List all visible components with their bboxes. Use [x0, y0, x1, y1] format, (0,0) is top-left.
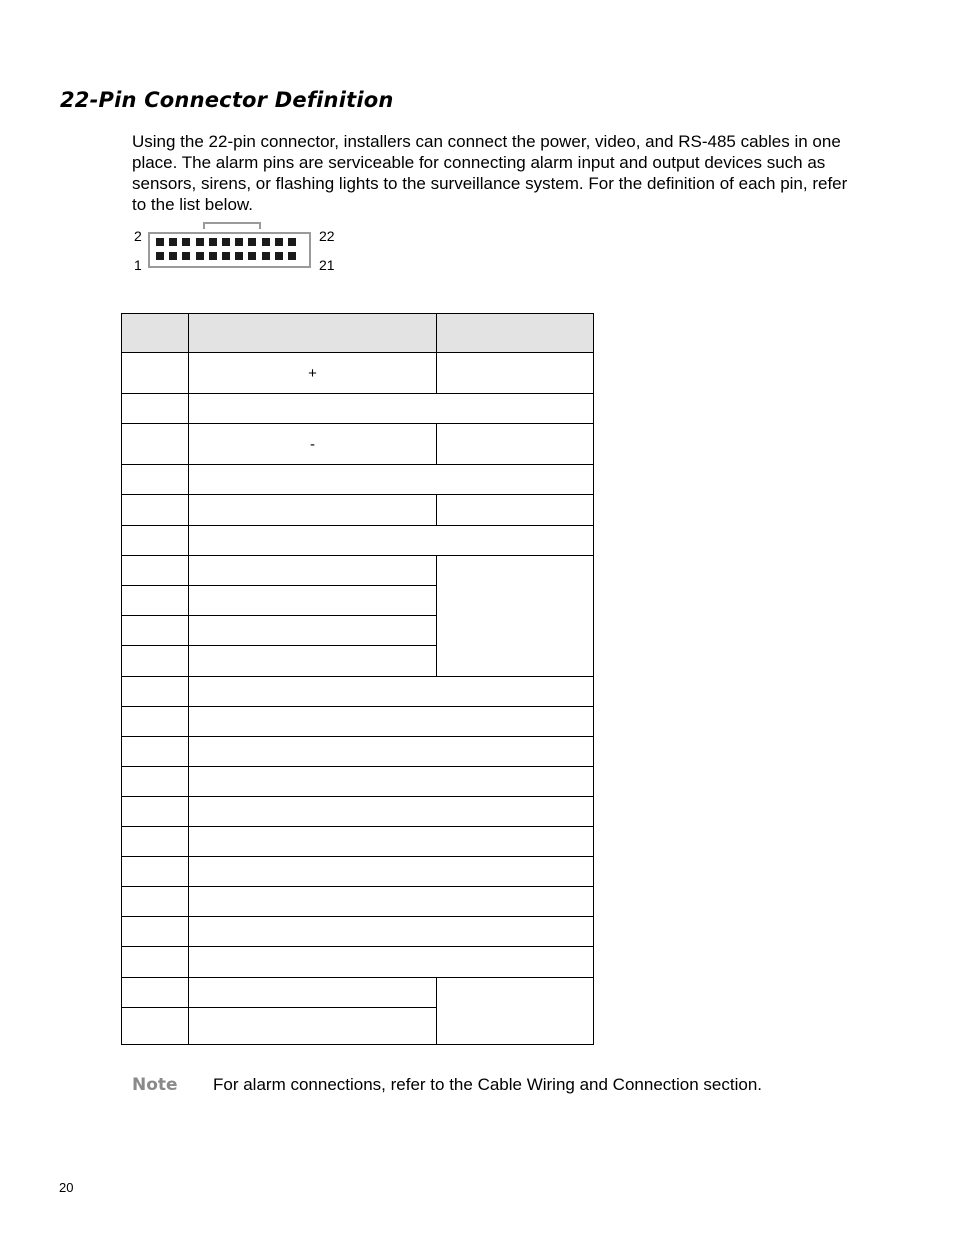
pin-number-cell	[122, 526, 189, 556]
table-row	[122, 827, 594, 857]
pin-number-cell	[122, 947, 189, 978]
connector-pin	[209, 238, 217, 246]
pin-number-cell	[122, 797, 189, 827]
pin-number-cell	[122, 424, 189, 465]
connector-pin	[288, 238, 296, 246]
table-row	[122, 947, 594, 978]
pin-definition-cell	[189, 1008, 437, 1045]
pin-number-cell	[122, 394, 189, 424]
header-definition	[189, 314, 437, 353]
pin-number-cell	[122, 767, 189, 797]
connector-pin	[209, 252, 217, 260]
page-number: 20	[59, 1180, 74, 1195]
pin-number-cell	[122, 495, 189, 526]
pin-definition-cell	[189, 767, 594, 797]
table-row	[122, 857, 594, 887]
pin-notes-cell	[437, 353, 594, 394]
connector-diagram	[130, 222, 342, 276]
connector-pin	[169, 238, 177, 246]
pin-number-cell	[122, 1008, 189, 1045]
pin-label-2: 2	[134, 228, 142, 244]
connector-pin	[169, 252, 177, 260]
connector-pin	[182, 238, 190, 246]
connector-pin	[288, 252, 296, 260]
note-label: Note	[132, 1075, 178, 1095]
connector-pin	[248, 252, 256, 260]
table-row	[122, 526, 594, 556]
connector-pin	[262, 238, 270, 246]
pin-number-cell	[122, 616, 189, 646]
pin-number-cell	[122, 978, 189, 1008]
connector-pin	[235, 238, 243, 246]
pin-definition-cell	[189, 737, 594, 767]
pin-number-cell	[122, 857, 189, 887]
pin-definition-cell	[189, 707, 594, 737]
connector-pin	[196, 238, 204, 246]
connector-pin	[156, 238, 164, 246]
connector-pin	[235, 252, 243, 260]
pin-number-cell	[122, 677, 189, 707]
pin-number-cell	[122, 556, 189, 586]
connector-pin	[275, 238, 283, 246]
pin-number-cell	[122, 737, 189, 767]
pin-definition-table	[121, 313, 594, 1045]
table-row	[122, 767, 594, 797]
pin-definition-cell	[189, 797, 594, 827]
pin-label-21: 21	[319, 257, 335, 273]
table-row	[122, 737, 594, 767]
section-title: 22-Pin Connector Definition	[60, 88, 394, 112]
intro-paragraph: Using the 22-pin connector, installers can connect the power, video, and RS-485 cables in one place. The alarm pins are serviceable for connecting alarm input and output devices such as sensors, sirens, or flashing lights to the surveillance system. For the definition of each pin, refer to the list below.	[132, 132, 848, 214]
pin-definition-cell	[189, 586, 437, 616]
connector-notch	[203, 222, 261, 229]
connector-pin	[222, 238, 230, 246]
table-row	[122, 677, 594, 707]
table-row	[122, 465, 594, 495]
pin-definition-cell	[189, 978, 437, 1008]
connector-pin	[222, 252, 230, 260]
pin-label-1: 1	[134, 257, 142, 273]
table-row	[122, 978, 594, 1008]
pin-number-cell	[122, 586, 189, 616]
pin-definition-cell	[189, 616, 437, 646]
pin-notes-cell	[437, 556, 594, 677]
table-row	[122, 707, 594, 737]
table-row	[122, 495, 594, 526]
pin-number-cell	[122, 707, 189, 737]
table-header-row	[122, 314, 594, 353]
pin-notes-cell	[437, 495, 594, 526]
pin-label-22: 22	[319, 228, 335, 244]
pin-number-cell	[122, 353, 189, 394]
pin-definition-cell	[189, 887, 594, 917]
pin-definition-cell	[189, 526, 594, 556]
pin-number-cell	[122, 465, 189, 495]
pin-definition-cell	[189, 947, 594, 978]
header-notes	[437, 314, 594, 353]
header-pin	[122, 314, 189, 353]
pin-definition-cell	[189, 857, 594, 887]
pin-definition-cell	[189, 827, 594, 857]
table-row	[122, 797, 594, 827]
connector-pin	[156, 252, 164, 260]
pin-notes-cell	[437, 424, 594, 465]
pin-definition-cell	[189, 556, 437, 586]
pin-definition-cell	[189, 646, 437, 677]
pin-definition-cell: +	[189, 353, 437, 394]
table-row	[122, 887, 594, 917]
pin-notes-cell	[437, 978, 594, 1045]
connector-pin	[262, 252, 270, 260]
pin-definition-cell: -	[189, 424, 437, 465]
note-text: For alarm connections, refer to the Cable Wiring and Connection section.	[213, 1075, 762, 1094]
table-row	[122, 394, 594, 424]
connector-pin	[182, 252, 190, 260]
pin-definition-cell	[189, 677, 594, 707]
connector-pin	[248, 238, 256, 246]
pin-definition-cell	[189, 394, 594, 424]
pin-number-cell	[122, 827, 189, 857]
pin-definition-cell	[189, 495, 437, 526]
pin-number-cell	[122, 917, 189, 947]
pin-definition-cell	[189, 917, 594, 947]
table-row	[122, 917, 594, 947]
pin-number-cell	[122, 887, 189, 917]
connector-pin	[275, 252, 283, 260]
connector-pin	[196, 252, 204, 260]
table-row	[122, 424, 594, 465]
table-row	[122, 353, 594, 394]
table-row	[122, 556, 594, 586]
pin-definition-cell	[189, 465, 594, 495]
pin-number-cell	[122, 646, 189, 677]
connector-pins	[156, 238, 306, 266]
